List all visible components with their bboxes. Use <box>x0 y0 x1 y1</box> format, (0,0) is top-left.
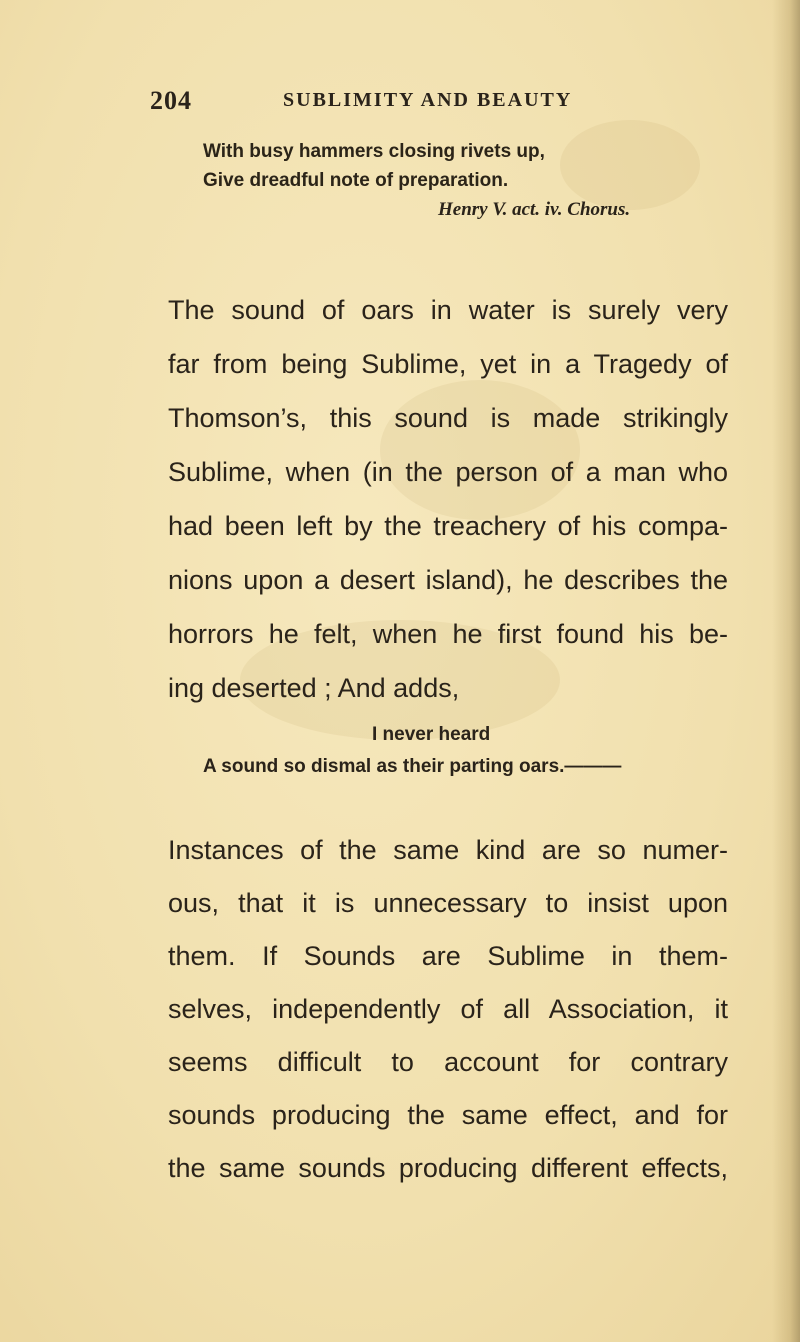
text-line: horrors he felt, when he first found his be- <box>168 619 728 649</box>
text-line: seems difficult to account for contrary <box>168 1047 728 1077</box>
text-line: far from being Sublime, yet in a Tragedy of <box>168 349 728 379</box>
paper-stain <box>560 120 700 210</box>
epigraph-line: With busy hammers closing rivets up, <box>203 141 545 162</box>
text-line: selves, independently of all Association, it <box>168 994 728 1024</box>
text-line: had been left by the treachery of his compa- <box>168 511 728 541</box>
text-line: them. If Sounds are Sublime in them- <box>168 941 728 971</box>
text-line: the same sounds producing different effects, <box>168 1153 728 1183</box>
epigraph-line: Give dreadful note of preparation. <box>203 170 509 191</box>
text-line: Instances of the same kind are so numer- <box>168 835 728 865</box>
quotation-line: A sound so dismal as their parting oars.——— <box>203 756 622 777</box>
page-header <box>150 86 710 116</box>
text-line: nions upon a desert island), he describes the <box>168 565 728 595</box>
paper-stain <box>380 380 580 520</box>
text-line: sounds producing the same effect, and for <box>168 1100 728 1130</box>
text-line: ing deserted ; And adds, <box>168 673 460 703</box>
text-line: The sound of oars in water is surely very <box>168 295 728 325</box>
quotation-line: I never heard <box>372 724 491 745</box>
page-number: 204 <box>150 86 192 115</box>
running-head: SUBLIMITY AND BEAUTY <box>283 89 573 111</box>
text-line: ous, that it is unnecessary to insist upon <box>168 888 728 918</box>
epigraph-attribution: Henry V. act. iv. Chorus. <box>438 199 631 220</box>
text-line: Sublime, when (in the person of a man who <box>168 457 728 487</box>
text-line: Thomson’s, this sound is made strikingly <box>168 403 728 433</box>
